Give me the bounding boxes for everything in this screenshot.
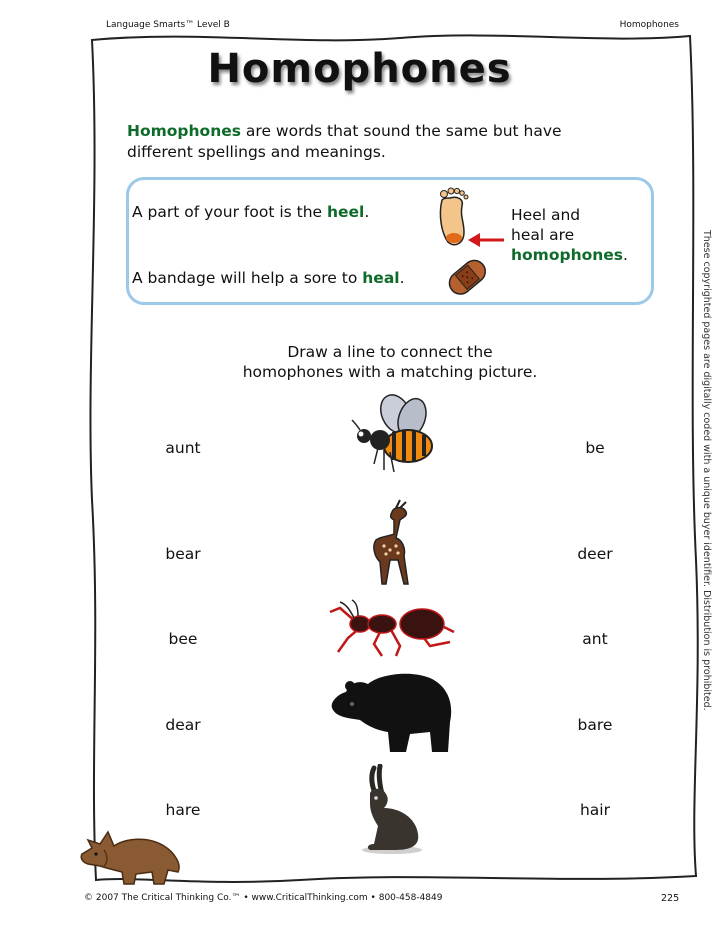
page-title: Homophones <box>207 46 512 92</box>
word-left-2: bear <box>165 545 201 563</box>
word-right-5: hair <box>579 801 610 819</box>
page-number: 225 <box>661 893 680 904</box>
word-right-2: deer <box>577 545 613 563</box>
deer-icon <box>356 498 426 588</box>
instructions-line2: homophones with a matching picture. <box>242 363 538 381</box>
example-line-heel-end: . <box>364 203 370 221</box>
dinosaur-icon <box>78 820 184 888</box>
intro-rest: are words that sound the same but have different spellings and meanings. <box>127 122 562 161</box>
bee-icon <box>350 390 440 474</box>
intro-paragraph <box>127 121 607 163</box>
word-left-3: bee <box>168 630 198 648</box>
example-note-line1: Heel and <box>511 206 581 224</box>
example-note-end: . <box>623 246 628 264</box>
intro-term: Homophones <box>127 122 241 140</box>
footer-copyright: © 2007 The Critical Thinking Co.™ • www.CriticalThinking.com • 800-458-4849 <box>84 893 443 903</box>
word-left-4: dear <box>165 716 201 734</box>
example-note-line2: heal are <box>511 226 575 244</box>
example-line-heel <box>132 203 369 221</box>
example-line-heal <box>132 269 405 287</box>
hare-icon <box>356 764 426 854</box>
bandage-icon <box>444 252 492 304</box>
example-word-heal: heal <box>362 269 400 287</box>
example-line-heal-end: . <box>399 269 405 287</box>
word-right-3: ant <box>582 630 608 648</box>
bear-icon <box>330 668 456 758</box>
header-left-text: Language Smarts™ Level B <box>106 20 230 30</box>
ant-icon <box>326 598 456 658</box>
instructions <box>200 342 580 382</box>
instructions-line1: Draw a line to connect the <box>287 343 493 361</box>
word-left-5: hare <box>165 801 201 819</box>
arrow-left-icon <box>466 232 506 248</box>
example-note-word: homophones <box>511 246 624 264</box>
header-right-text: Homophones <box>619 20 679 30</box>
word-left-1: aunt <box>165 439 201 457</box>
word-right-1: be <box>585 439 605 457</box>
copyright-notice: These copyrighted pages are digitally coded with a unique buyer identifier. Distribution is prohibited. <box>701 230 712 711</box>
example-line-heal-text: A bandage will help a sore to <box>132 269 363 287</box>
example-word-heel: heel <box>327 203 365 221</box>
example-line-heel-text: A part of your foot is the <box>132 203 327 221</box>
example-note <box>511 205 628 265</box>
word-right-4: bare <box>577 716 613 734</box>
